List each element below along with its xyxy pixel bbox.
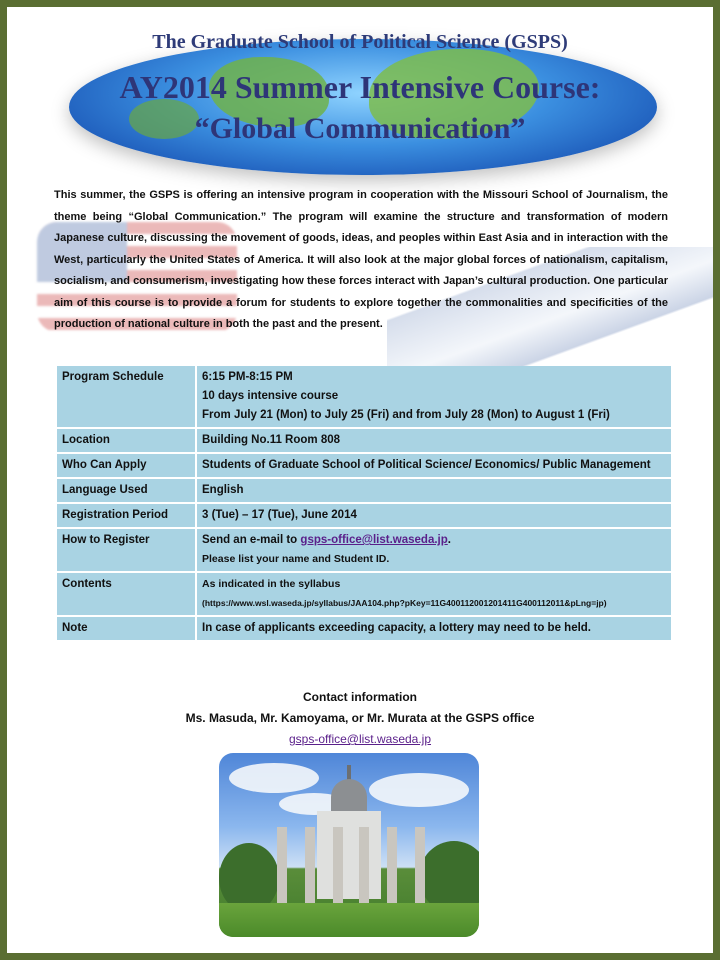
row-value: Students of Graduate School of Political Science/ Economics/ Public Management xyxy=(197,454,671,477)
table-row xyxy=(57,504,671,527)
row-label: Location xyxy=(57,429,195,452)
globe-banner-image xyxy=(69,39,657,175)
contact-people: Ms. Masuda, Mr. Kamoyama, or Mr. Murata at the GSPS office xyxy=(185,711,535,725)
photo-building xyxy=(317,811,381,899)
photo-lawn xyxy=(219,903,479,937)
intro-paragraph: This summer, the GSPS is offering an intensive program in cooperation with the Missouri School of Journalism, the theme being “Global Communication.” The program will examine the structure and transformation of modern Japanese culture, discussing the movement of goods, ideas, and peoples within East Asia and in interaction with the West, particularly the United States of America. It will also look at the major global forces of nationalism, capitalism, socialism, and consumerism, investigating how these forces interact with Japan’s cultural production. One particular aim of this course is to provide a forum for students to explore together the commonalities and specificities of the production of national culture in both the past and the present. xyxy=(54,189,668,330)
contact-email-link[interactable]: gsps-office@list.waseda.jp xyxy=(288,732,432,746)
photo-cloud xyxy=(369,773,469,807)
schedule-dates: From July 21 (Mon) to July 25 (Fri) and from July 28 (Mon) to August 1 (Fri) xyxy=(202,409,610,421)
syllabus-url: (https://www.wsl.waseda.jp/syllabus/JAA104.php?pKey=11G400112001201411G400112011&pLng=jp) xyxy=(202,598,607,608)
course-title: AY2014 Summer Intensive Course: xyxy=(119,69,601,105)
row-label: Registration Period xyxy=(57,504,195,527)
table-row xyxy=(57,573,671,615)
row-value xyxy=(197,573,671,615)
row-value xyxy=(197,366,671,427)
photo-column xyxy=(359,827,369,905)
row-value: In case of applicants exceeding capacity, a lottery may need to be held. xyxy=(197,617,671,640)
school-title: The Graduate School of Political Science (GSPS) xyxy=(152,31,568,53)
row-value: English xyxy=(197,479,671,502)
photo-column xyxy=(277,827,287,905)
register-email-link[interactable]: gsps-office@list.waseda.jp xyxy=(300,534,448,546)
row-label: Note xyxy=(57,617,195,640)
course-info-table xyxy=(55,364,673,642)
row-value: 3 (Tue) – 17 (Tue), June 2014 xyxy=(197,504,671,527)
flyer-page xyxy=(7,7,713,953)
campus-photo xyxy=(219,753,479,937)
table-row xyxy=(57,479,671,502)
course-theme: “Global Communication” xyxy=(194,112,526,145)
schedule-time: 6:15 PM-8:15 PM xyxy=(202,371,293,383)
photo-cloud xyxy=(229,763,319,793)
row-label: Program Schedule xyxy=(57,366,195,427)
row-value xyxy=(197,529,671,571)
photo-dome xyxy=(331,779,367,815)
row-label: How to Register xyxy=(57,529,195,571)
photo-column xyxy=(305,827,315,905)
table-row xyxy=(57,429,671,452)
schedule-length: 10 days intensive course xyxy=(202,390,339,402)
register-details: Please list your name and Student ID. xyxy=(202,553,390,565)
table-row xyxy=(57,529,671,571)
register-instruction xyxy=(202,531,666,550)
photo-column xyxy=(415,827,425,905)
photo-column xyxy=(387,827,397,905)
row-label: Language Used xyxy=(57,479,195,502)
row-value: Building No.11 Room 808 xyxy=(197,429,671,452)
row-label: Contents xyxy=(57,573,195,615)
contact-heading: Contact information xyxy=(303,690,417,704)
register-prefix: Send an e-mail to xyxy=(202,534,301,546)
contact-section xyxy=(7,687,713,750)
register-suffix: . xyxy=(447,534,451,546)
photo-column xyxy=(333,827,343,905)
contents-text: As indicated in the syllabus xyxy=(202,578,341,590)
table-row xyxy=(57,617,671,640)
table-row xyxy=(57,454,671,477)
row-label: Who Can Apply xyxy=(57,454,195,477)
table-row xyxy=(57,366,671,427)
